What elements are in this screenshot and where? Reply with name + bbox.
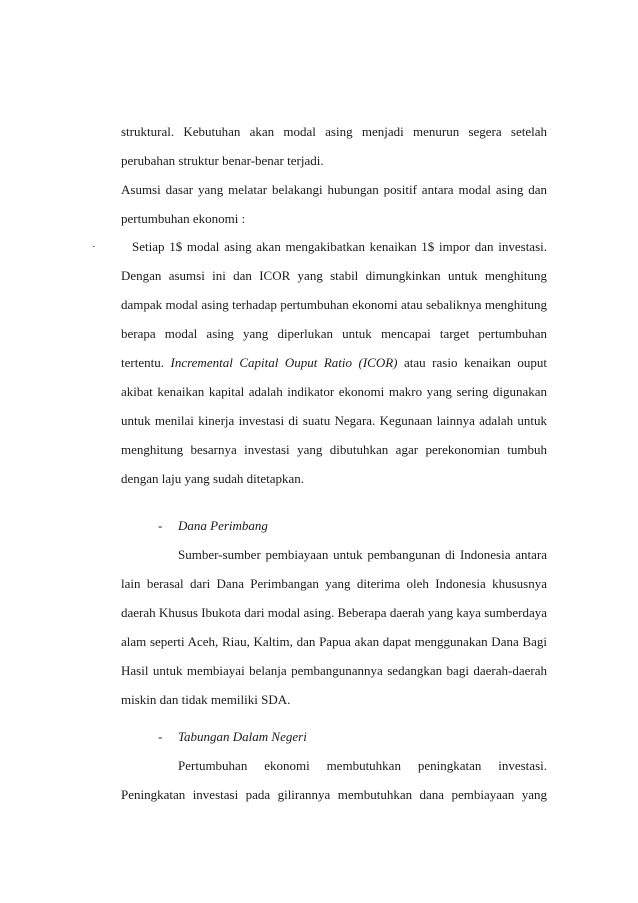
paragraph-line: Dengan asumsi ini dan ICOR yang stabil dimungkinkan untuk menghitung [121,268,547,283]
paragraph-line: pertumbuhan ekonomi : [121,211,246,226]
paragraph-line: Sumber-sumber pembiayaan untuk pembangunan di Indonesia antara [178,547,547,562]
paragraph-line: daerah Khusus Ibukota dari modal asing. Beberapa daerah yang kaya sumberdaya [121,605,547,620]
icor-term: Incremental Capital Ouput Ratio (ICOR) [170,355,398,370]
paragraph-line: alam seperti Aceh, Riau, Kaltim, dan Papua akan dapat menggunakan Dana Bagi [121,634,547,649]
paragraph-line: perubahan struktur benar-benar terjadi. [121,153,324,168]
section-heading-tabungan-dalam-negeri: Tabungan Dalam Negeri [178,729,307,744]
list-dash: - [158,729,163,744]
bullet-line: Setiap 1$ modal asing akan mengakibatkan kenaikan 1$ impor dan investasi. [132,239,547,254]
section-heading-dana-perimbang: Dana Perimbang [178,518,268,533]
paragraph-line: dengan laju yang sudah ditetapkan. [121,471,305,486]
paragraph-line: Hasil untuk membiayai belanja pembangunannya sedangkan bagi daerah-daerah [121,663,547,678]
paragraph-line: lain berasal dari Dana Perimbangan yang diterima oleh Indonesia khususnya [121,576,547,591]
paragraph-line-icor [121,355,547,371]
paragraph-line: struktural. Kebutuhan akan modal asing menjadi menurun segera setelah [121,124,547,139]
paragraph-line: menghitung besarnya investasi yang dibutuhkan agar perekonomian tumbuh [121,442,547,457]
paragraph-line: akibat kenaikan kapital adalah indikator ekonomi makro yang sering digunakan [121,384,547,399]
paragraph-line: Asumsi dasar yang melatar belakangi hubungan positif antara modal asing dan [121,182,547,197]
text-span: tertentu. [121,355,164,370]
list-dash: - [158,518,163,533]
paragraph-line: dampak modal asing terhadap pertumbuhan ekonomi atau sebaliknya menghitung [121,297,547,312]
paragraph-line: Peningkatan investasi pada gilirannya membutuhkan dana pembiayaan yang [121,787,547,802]
paragraph-line: Pertumbuhan ekonomi membutuhkan peningkatan investasi. [178,758,547,773]
paragraph-line: berapa modal asing yang diperlukan untuk mencapai target pertumbuhan [121,326,547,341]
bullet-icon: · [92,241,96,253]
paragraph-line: untuk menilai kinerja investasi di suatu Negara. Kegunaan lainnya adalah untuk [121,413,547,428]
text-span: atau rasio kenaikan ouput [404,355,547,370]
paragraph-line: miskin dan tidak memiliki SDA. [121,692,291,707]
